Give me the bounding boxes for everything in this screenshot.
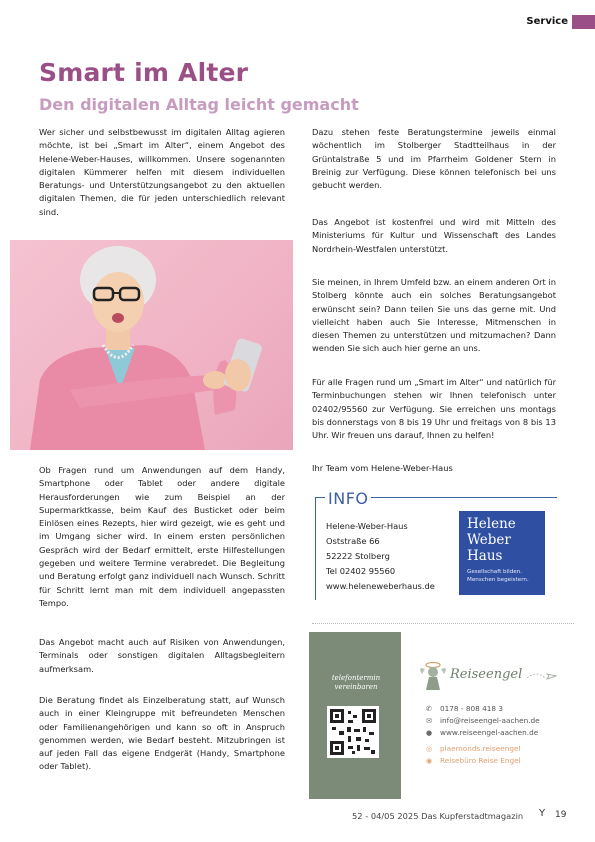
article-subtitle: Den digitalen Alltag leicht gemacht xyxy=(39,95,359,114)
info-contact-lines xyxy=(326,519,451,594)
photo-illustration xyxy=(10,240,293,450)
page-number: 19 xyxy=(555,810,567,820)
reiseengel-brand: Reiseengel xyxy=(450,667,523,682)
mail-icon: ✉ xyxy=(426,717,432,725)
globe-icon: ● xyxy=(425,729,433,737)
ad-facebook-row[interactable]: ◉ Reisebüro Reise Engel xyxy=(425,756,521,765)
info-organization: Helene-Weber-Haus xyxy=(326,521,408,531)
instagram-icon: ◎ xyxy=(425,745,433,753)
body-paragraph: Dazu stehen feste Beratungstermine jeweils einmal wöchentlich im Stolberger Stadtteilhaus in der Grüntalstraße 5 und im Pfarrheim Goldener Stern in Breinig zur Verfügung. Diese können telefonisch bei uns gebucht werden. xyxy=(312,127,556,191)
qr-code-pattern xyxy=(330,709,376,755)
body-paragraph: Das Angebot ist kostenfrei und wird mit Mitteln des Ministeriums für Kultur und Wissenschaft des Landes Nordrhein-Westfalen unterstützt. xyxy=(312,217,556,254)
ad-website-row[interactable]: ● www.reiseengel-aachen.de xyxy=(425,728,539,737)
paper-plane-icon xyxy=(527,670,557,682)
ad-green-panel xyxy=(309,632,401,799)
info-website-link[interactable]: www.heleneweberhaus.de xyxy=(326,581,435,591)
logo-name: Helene Weber Haus xyxy=(467,516,516,564)
ad-email-row[interactable]: ✉ info@reiseengel-aachen.de xyxy=(424,716,540,725)
reiseengel-advertisement xyxy=(309,632,574,799)
helene-weber-haus-logo xyxy=(459,511,545,595)
body-paragraph: Wer sicher und selbstbewusst im digitalen Alltag agieren möchte, ist bei „Smart im Alter“, einem Angebot des Helene-Weber-Hauses, willkommen. Unsere sogenannten digitalen Kümmerer helfen mit diesem individuellen Beratungs- und Unterstützungsangebot zu den aktuellen digitalen Themen, die für jeden unterschiedlich relevant sind. xyxy=(39,127,285,217)
ad-phone-row[interactable]: ✆ 0178 - 808 418 3 xyxy=(424,704,503,713)
body-paragraph: Die Beratung findet als Einzelberatung statt, auf Wunsch auch in einer Kleingruppe mit befreundeten Menschen oder Familienangehörigen und kann so oft in Anspruch genommen werden, wie Bedarf besteht. Mitzubringen ist auf jeden Fall das eigene Endgerät (Handy, Smartphone oder Tablet). xyxy=(39,695,285,772)
body-paragraph: Ob Fragen rund um Anwendungen auf dem Handy, Smartphone oder Tablet oder andere digitale Herausforderungen wie zum Beispiel an der Supermarktkasse, beim Kauf des Busticket oder beim Einlösen eines Rezepts, hier wird gezeigt, wie es geht und im Umgang sicher wird. In einem ersten persönlichen Gespräch wird der Bedarf ermittelt, erste Hilfestellungen gegeben und weitere Termine verabredet. Die Begleitung und Beratung erfolgt ganz individuell nach Wunsch. Schritt für Schritt lernt man mit dem individuell angepassten Tempo. xyxy=(39,465,285,608)
ad-instagram-row[interactable]: ◎ plaemonds.reiseengel xyxy=(425,744,521,753)
info-city: 52222 Stolberg xyxy=(326,551,390,561)
phone-icon: ✆ xyxy=(426,705,432,713)
info-phone: Tel 02402 95560 xyxy=(326,566,396,576)
handwritten-note: telefontermin vereinbaren xyxy=(331,674,381,691)
signature-line: Ihr Team vom Helene-Weber-Haus xyxy=(312,463,453,473)
article-title: Smart im Alter xyxy=(39,58,249,87)
body-paragraph: Das Angebot macht auch auf Risiken von Anwendungen, Terminals oder sonstigen digitalen Alltagsbegleitern aufmerksam. xyxy=(39,637,285,674)
body-paragraph: Sie meinen, in Ihrem Umfeld bzw. an einem anderen Ort in Stolberg könnte auch ein solches Beratungsangebot erwünscht sein? Dann teilen Sie uns das gerne mit. Und vielleicht haben auch Sie Interesse, Mitmenschen in diesen Themen zu unterstützen und mitzumachen? Dann wenden Sie sich auch hier gerne an uns. xyxy=(312,277,556,354)
senior-woman-photo xyxy=(10,240,293,450)
qr-code[interactable] xyxy=(327,706,379,758)
angel-icon xyxy=(419,660,447,692)
section-label: Service xyxy=(526,16,568,27)
info-street: Oststraße 66 xyxy=(326,536,380,546)
facebook-icon: ◉ xyxy=(425,757,433,765)
logo-tagline: Gesellschaft bilden. Menschen begeistern. xyxy=(467,569,529,583)
footer-issue: 52 - 04/05 2025 Das Kupferstadtmagazin xyxy=(352,811,524,821)
body-paragraph: Für alle Fragen rund um „Smart im Alter“ und natürlich für Terminbuchungen stehen wir Ihnen telefonisch unter 02402/95560 zur Verfügung. Sie erreichen uns montags bis donnerstags von 8 bis 19 Uhr und freitags von 8 bis 13 Uhr. Wir freuen uns darauf, Ihnen zu helfen! xyxy=(312,377,556,441)
separator xyxy=(312,623,574,624)
footer-mark: Y xyxy=(539,808,546,819)
info-heading: INFO xyxy=(325,489,371,508)
section-color-bar xyxy=(572,15,595,29)
